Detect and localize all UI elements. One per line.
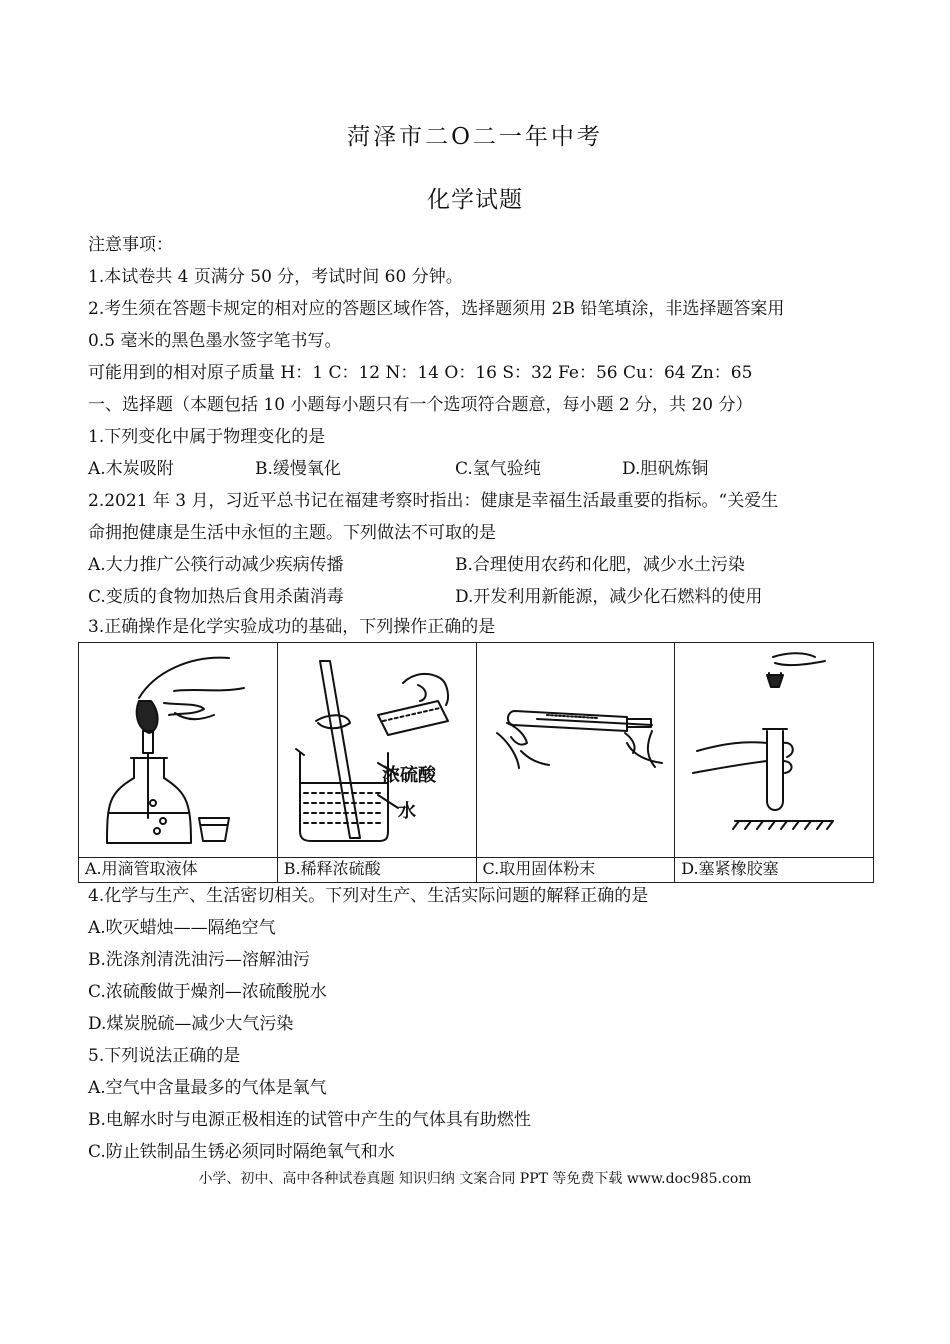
q2-stem-line-1: 2.2021 年 3 月，习近平总书记在福建考察时指出：健康是幸福生活最重要的指标。“关爱生 — [88, 491, 779, 511]
caption-b: B.稀释浓硫酸 — [277, 858, 476, 883]
caption-d: D.塞紧橡胶塞 — [675, 858, 874, 883]
q5-option-b: B.电解水时与电源正极相连的试管中产生的气体具有助燃性 — [88, 1110, 531, 1130]
q5-option-a: A.空气中含量最多的气体是氧气 — [88, 1078, 327, 1098]
caption-a: A.用滴管取液体 — [79, 858, 278, 883]
q5-option-c: C.防止铁制品生锈必须同时隔绝氧气和水 — [88, 1142, 395, 1162]
q2-option-b: B.合理使用农药和化肥，减少水土污染 — [455, 555, 745, 575]
dilute-acid-illustration — [278, 643, 486, 855]
section-1-heading: 一、选择题（本题包括 10 小题每小题只有一个选项符合题意，每小题 2 分，共 20 分） — [88, 395, 753, 415]
q3-stem: 3.正确操作是化学实验成功的基础，下列操作正确的是 — [88, 617, 496, 637]
notes-heading: 注意事项： — [88, 235, 173, 255]
q2-stem-line-2: 命拥抱健康是生活中永恒的主题。下列做法不可取的是 — [88, 523, 496, 543]
q4-option-c: C.浓硫酸做于燥剂—浓硫酸脱水 — [88, 982, 327, 1002]
q4-option-b: B.洗涤剂清洗油污—溶解油污 — [88, 950, 310, 970]
q4-option-a: A.吹灭蜡烛——隔绝空气 — [88, 918, 276, 938]
q3-figure-table — [78, 642, 874, 883]
q2-option-a: A.大力推广公筷行动减少疾病传播 — [88, 555, 344, 575]
q1-stem: 1.下列变化中属于物理变化的是 — [88, 427, 326, 447]
note-2-line-2: 0.5 毫米的黑色墨水签字笔书写。 — [88, 331, 342, 351]
note-1: 1.本试卷共 4 页满分 50 分，考试时间 60 分钟。 — [88, 267, 463, 287]
q4-option-d: D.煤炭脱硫—减少大气污染 — [88, 1014, 294, 1034]
q1-option-c: C.氢气验纯 — [455, 459, 541, 479]
figure-a-cell — [79, 643, 278, 858]
dropper-illustration — [79, 643, 269, 855]
q2-option-d: D.开发利用新能源，减少化石燃料的使用 — [455, 587, 763, 607]
q1-option-a: A.木炭吸附 — [88, 459, 174, 479]
figure-d-cell — [675, 643, 874, 858]
label-water: 水 — [397, 801, 416, 821]
q2-option-c: C.变质的食物加热后食用杀菌消毒 — [88, 587, 344, 607]
note-2-line-1: 2.考生须在答题卡规定的相对应的答题区域作答，选择题须用 2B 铅笔填涂，非选择题答案用 — [88, 299, 785, 319]
rubber-stopper-illustration — [675, 643, 871, 855]
solid-powder-illustration — [477, 643, 675, 855]
footer-text: 小学、初中、高中各种试卷真题 知识归纳 文案合同 PPT 等免费下载 www.doc985.com — [198, 1171, 752, 1187]
subject-title: 化学试题 — [427, 187, 523, 213]
q1-option-d: D.胆矾炼铜 — [622, 459, 709, 479]
caption-c: C.取用固体粉末 — [476, 858, 675, 883]
atomic-masses: 可能用到的相对原子质量 H：1 C：12 N：14 O：16 S：32 Fe：56 Cu：64 Zn：65 — [88, 363, 753, 383]
figure-b-cell — [277, 643, 476, 858]
q4-stem: 4.化学与生产、生活密切相关。下列对生产、生活实际问题的解释正确的是 — [88, 886, 649, 906]
exam-title: 菏泽市二O二一年中考 — [347, 124, 603, 150]
figure-c-cell — [476, 643, 675, 858]
q1-option-b: B.缓慢氧化 — [255, 459, 341, 479]
q5-stem: 5.下列说法正确的是 — [88, 1046, 241, 1066]
label-conc-sulfuric-acid: 浓硫酸 — [381, 765, 436, 785]
